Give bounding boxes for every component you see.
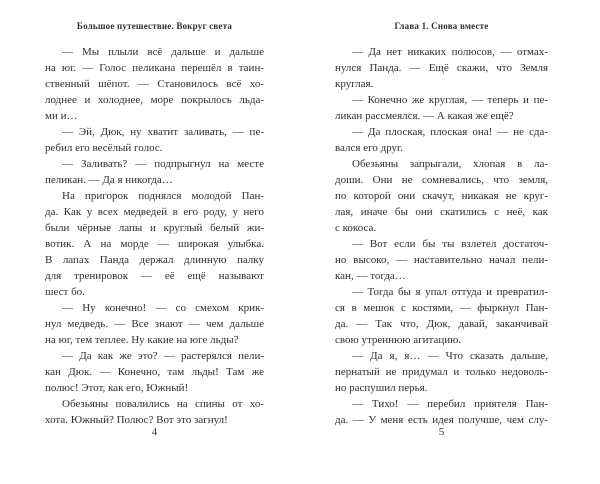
text-line: на юг, тем теплее. Ну какие на юге льды? (45, 334, 239, 346)
text-line: свою утреннюю агитацию. (335, 334, 462, 346)
text-line: полюс! Этот, как его, Южный! (45, 382, 189, 394)
text-line: лоднее и холоднее, море покрылось льда- (45, 94, 264, 106)
text-line: ственный шёпот. — Становилось всё хо- (45, 78, 264, 90)
text-line: — Да нет никаких полюсов, — отмах- (352, 46, 548, 58)
text-line: нул медведь. — Все знают — чем дальше (45, 318, 264, 330)
running-header: Большое путешествие. Вокруг света (76, 21, 233, 31)
text-line: — Ну конечно! — со смехом крик- (62, 302, 264, 314)
text-line: на юг. — Голос пеликана перешёл в таин- (45, 62, 264, 74)
page-number: 4 (151, 426, 158, 438)
paragraph (45, 396, 264, 428)
text-line: да. — Так что, Дюк, давай, заканчивай (335, 318, 548, 330)
text-line: да. — У меня есть идея получше, чем слу- (335, 414, 548, 426)
paragraph (45, 300, 264, 348)
page-right (335, 0, 548, 484)
text-line: круглая. (335, 78, 374, 90)
text-line: — Да я, я… — Что сказать дальше, (352, 350, 548, 362)
page-body (45, 44, 264, 428)
page-body (335, 44, 548, 428)
paragraph (335, 236, 548, 284)
text-line: — Тогда бы я упал оттуда и превратил- (352, 286, 548, 298)
paragraph (335, 92, 548, 124)
chapter-header: Глава 1. Снова вместе (394, 21, 489, 31)
text-line: вался его друг. (335, 142, 404, 154)
text-line: но высоко, — наставительно начал пели- (335, 254, 548, 266)
text-line: были чёрные лапы и круглый белый жи- (45, 222, 264, 234)
text-line: лая, иначе бы они скатились с неё, как (335, 206, 548, 218)
page-number: 5 (438, 426, 445, 438)
text-line: Обезьяны повалились на спины от хо- (62, 398, 264, 410)
paragraph (45, 156, 264, 188)
paragraph (335, 284, 548, 348)
text-line: — Заливать? — подпрыгнул на месте (62, 158, 264, 170)
text-line: — Мы плыли всё дальше и дальше (62, 46, 264, 58)
text-line: — Тихо! — перебил приятеля Пан- (352, 398, 548, 410)
paragraph (45, 124, 264, 156)
text-line: ребил его весёлый голос. (45, 142, 163, 154)
text-line: но распушил перья. (335, 382, 428, 394)
text-line: по которой они скачут, никакая не круг- (335, 190, 548, 202)
text-line: В лапах Панда держал длинную палку (45, 254, 264, 266)
paragraph (335, 124, 548, 156)
text-line: ми и… (45, 110, 78, 122)
text-line: — Конечно же круглая, — теперь и пе- (352, 94, 548, 106)
page-left (45, 0, 264, 484)
text-line: ся в мешок с костями, — фыркнул Пан- (335, 302, 548, 314)
paragraph (45, 348, 264, 396)
text-line: шест бо. (45, 286, 85, 298)
text-line: пернатый не придумал и только недоволь- (335, 366, 548, 378)
paragraph (335, 156, 548, 236)
paragraph (45, 188, 264, 300)
paragraph (335, 348, 548, 396)
text-line: На пригорок поднялся молодой Пан- (62, 190, 264, 202)
paragraph (335, 44, 548, 92)
text-line: нулся Панда. — Ещё скажи, что Земля (335, 62, 548, 74)
text-line: пеликан. — Да я никогда… (45, 174, 173, 186)
paragraph (45, 44, 264, 124)
text-line: — Да плоская, плоская она! — не сда- (352, 126, 548, 138)
paragraph (335, 396, 548, 428)
text-line: ликан рассмеялся. — А какая же ещё? (335, 110, 514, 122)
text-line: вотик. А на морде — широкая улыбка. (45, 238, 264, 250)
text-line: кан Дюк. — Конечно, там льды! Там же (45, 366, 264, 378)
text-line: Обезьяны запрыгали, хлопая в ла- (352, 158, 548, 170)
text-line: кан, — тогда… (335, 270, 406, 282)
text-line: да. Как у всех медведей в его роду, у него (45, 206, 264, 218)
text-line: хота. Южный? Полюс? Вот это загнул! (45, 414, 228, 426)
text-line: для тренировок — её ещё называют (45, 270, 264, 282)
text-line: — Вот если бы ты взлетел достаточ- (352, 238, 548, 250)
text-line: доши. Они не сомневались, что земля, (335, 174, 548, 186)
text-line: — Да как же это? — растерялся пели- (62, 350, 264, 362)
text-line: — Эй, Дюк, ну хватит заливать, — пе- (62, 126, 264, 138)
text-line: с кокоса. (335, 222, 377, 234)
